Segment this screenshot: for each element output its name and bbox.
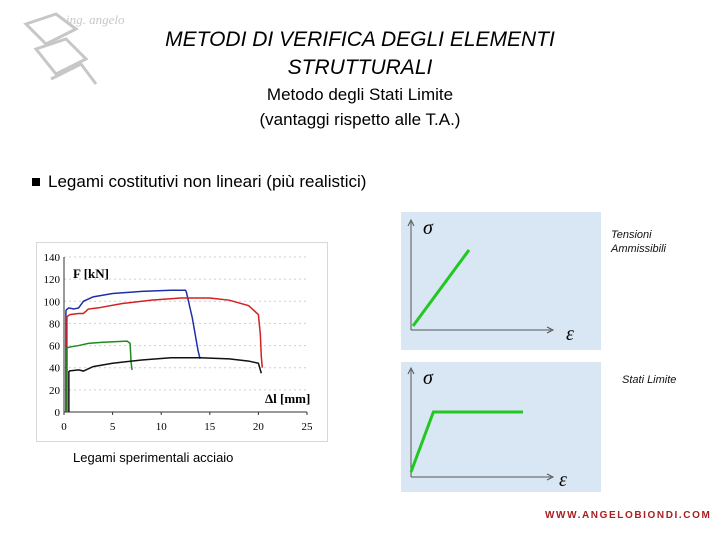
y-tick-label: 0 <box>54 407 60 419</box>
tensioni-label-line-1: Tensioni <box>611 229 652 241</box>
y-tick-label: 20 <box>49 384 60 397</box>
tensioni-ammissibili-svg <box>401 212 601 350</box>
x-tick-label: 25 <box>301 421 313 433</box>
slide-subtitle <box>160 82 560 132</box>
chart-caption: Legami sperimentali acciaio <box>73 450 234 465</box>
tensioni-ammissibili-panel <box>401 212 601 350</box>
x-tick-label: 20 <box>252 421 264 433</box>
y-tick-label: 60 <box>49 340 60 353</box>
epsilon-symbol-2: ε <box>559 469 567 491</box>
y-tick-label: 140 <box>43 252 60 264</box>
y-tick-label: 120 <box>43 274 60 287</box>
x-tick-label: 10 <box>155 421 167 433</box>
slide-title: METODI DI VERIFICA DEGLI ELEMENTI STRUTTURALI <box>165 28 555 79</box>
x-tick-label: 5 <box>109 421 116 433</box>
x-tick-label: 15 <box>204 421 216 433</box>
y-tick-label: 40 <box>49 362 60 375</box>
bullet-item <box>32 172 366 192</box>
experimental-chart <box>36 242 328 442</box>
tensioni-ammissibili-label <box>611 228 666 256</box>
bullet-square-icon <box>32 178 40 186</box>
stati-limite-label: Stati Limite <box>622 374 677 386</box>
chart-y-axis-label: F [kN] <box>73 266 109 281</box>
stati-limite-panel <box>401 362 601 492</box>
epsilon-symbol: ε <box>566 323 574 345</box>
footer-website: WWW.ANGELOBIONDI.COM <box>545 510 712 521</box>
stati-limite-line <box>411 412 523 472</box>
chart-x-axis-label: Δl [mm] <box>265 391 311 406</box>
bullet-text: Legami costitutivi non lineari (più realistici) <box>48 172 367 191</box>
sigma-symbol-2: σ <box>423 367 433 389</box>
tensioni-label-line-2: Ammissibili <box>611 243 666 255</box>
stati-limite-svg <box>401 362 601 492</box>
y-tick-label: 80 <box>49 318 60 331</box>
chart-series-line <box>69 358 261 374</box>
experimental-chart-svg <box>37 243 327 441</box>
sigma-symbol: σ <box>423 217 433 239</box>
logo-text: ing. angelo <box>66 12 125 27</box>
chart-series-line <box>67 298 262 368</box>
subtitle-line-2: (vantaggi rispetto alle T.A.) <box>259 110 461 129</box>
subtitle-line-1: Metodo degli Stati Limite <box>266 85 454 104</box>
x-tick-label: 0 <box>61 421 67 433</box>
chart-series-line <box>66 290 200 359</box>
y-tick-label: 100 <box>43 296 60 309</box>
tensioni-ammissibili-line <box>413 250 469 326</box>
